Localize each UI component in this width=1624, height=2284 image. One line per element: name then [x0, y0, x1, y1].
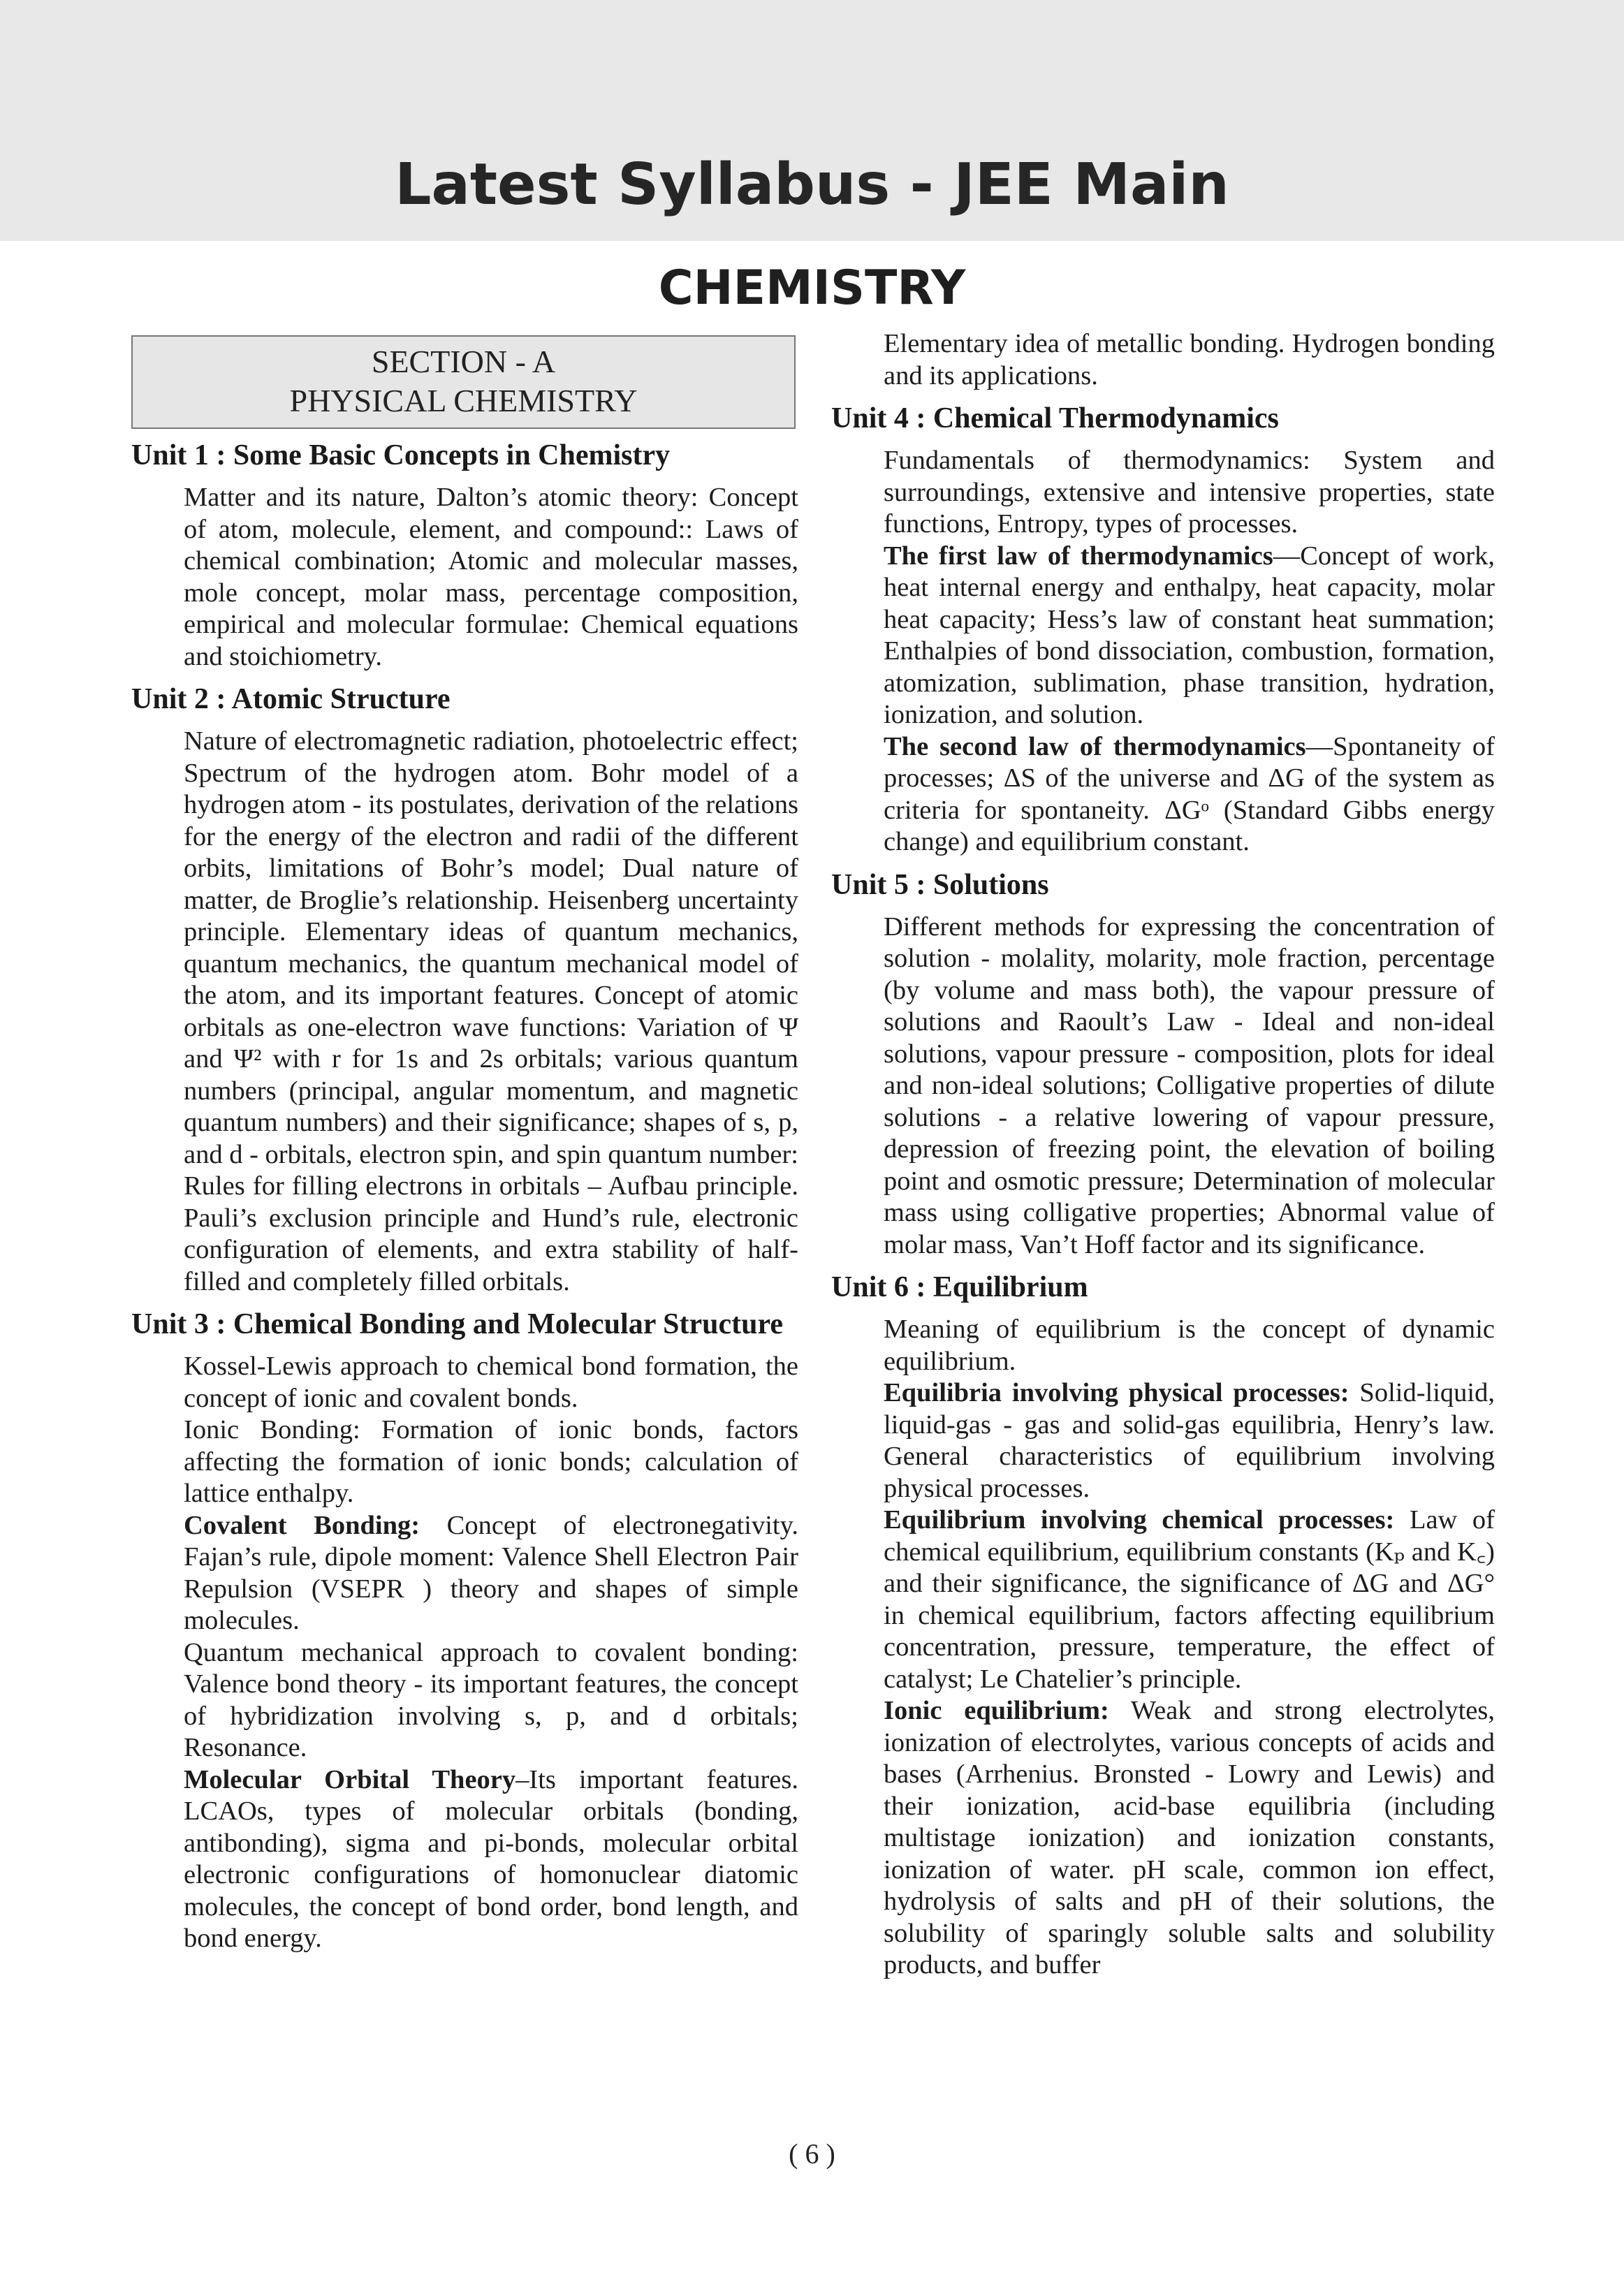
physical-equilibria-label: Equilibria involving physical processes: [884, 1378, 1349, 1407]
page-number: ( 6 ) [789, 2138, 835, 2169]
section-name: PHYSICAL CHEMISTRY [289, 383, 638, 418]
unit-2-heading: Unit 2 : Atomic Structure [131, 683, 451, 715]
unit-4-para-1: Fundamentals of thermodynamics: System and surroundings, extensive and intensive properties, state functions, Entropy, types of processes. [884, 446, 1495, 539]
mo-theory-label: Molecular Orbital Theory [184, 1764, 516, 1794]
unit-6-para-3 [831, 1505, 1495, 1695]
unit-4-para-2 [831, 541, 1495, 731]
unit-3-para-4: Quantum mechanical approach to covalent bonding: Valence bond theory - its important features, the concept of hybridization involving s, p, and d orbitals; Resonance. [184, 1637, 798, 1762]
physical-equilibria-text: Solid-liquid, liquid-gas - gas and solid-gas equilibria, Henry’s law. General characteristics of equilibrium involving physical processes. [884, 1378, 1495, 1503]
mo-theory-text: –Its important features. LCAOs, types of molecular orbitals (bonding, antibonding), sigma and pi-bonds, molecular orbital electronic configurations of homonuclear diatomic molecules, the concept of bond order, bond length, and bond energy. [184, 1764, 798, 1953]
unit-4-heading: Unit 4 : Chemical Thermodynamics [831, 402, 1279, 434]
section-heading-box [131, 335, 796, 429]
unit-6-heading: Unit 6 : Equilibrium [831, 1271, 1088, 1303]
first-law-text: —Concept of work, heat internal energy and enthalpy, heat capacity, molar heat capacity; Hess’s law of constant heat summation; Enthalpies of bond dissociation, combustion, formation, atomization, sublimation, phase transition, hydration, ionization, and solution. [884, 541, 1495, 729]
left-column [131, 328, 798, 1955]
covalent-bonding-label: Covalent Bonding: [184, 1510, 420, 1540]
ionic-equilibrium-text: Weak and strong electrolytes, ionization of electrolytes, various concepts of acids and bases (Arrhenius. Bronsted - Lowry and Lewis) and their ionization, acid-base equilibria (including multistage ionization) and ionization constants, ionization of water. pH scale, common ion effect, hydrolysis of salts and pH of their solutions, the solubility of sparingly soluble salts and solubility products, and buffer [884, 1696, 1495, 1979]
second-law-label: The second law of thermodynamics [884, 731, 1306, 761]
unit-6-para-4 [831, 1695, 1495, 1982]
covalent-bonding-text: Concept of electronegativity. Fajan’s rule, dipole moment: Valence Shell Electron Pair Repulsion (VSEPR ) theory and shapes of simple molecules. [184, 1510, 798, 1635]
first-law-label: The first law of thermodynamics [884, 541, 1273, 571]
unit-6-para-2 [831, 1377, 1495, 1505]
chemical-equilibria-text: Law of chemical equilibrium, equilibrium constants (Kₚ and K꜀) and their significance, the significance of ΔG and ΔG° in chemical equilibrium, factors affecting equilibrium concentration, pressure, temperature, the effect of catalyst; Le Chatelier’s principle. [884, 1505, 1495, 1694]
unit-4-para-3 [831, 731, 1495, 858]
right-column [831, 328, 1495, 1982]
second-law-text: —Spontaneity of processes; ΔS of the universe and ΔG of the system as criteria for spontaneity. ΔGᵒ (Standard Gibbs energy change) and equilibrium constant. [884, 731, 1495, 856]
unit-1-heading: Unit 1 : Some Basic Concepts in Chemistry [131, 439, 671, 471]
section-label: SECTION - A [371, 344, 556, 379]
ionic-equilibrium-label: Ionic equilibrium: [884, 1696, 1109, 1725]
unit-5-text: Different methods for expressing the concentration of solution - molality, molarity, mole fraction, percentage (by volume and mass both), the vapour pressure of solutions and Raoult’s Law - Ideal and non-ideal solutions, vapour pressure - composition, plots for ideal and non-ideal solutions; Colligative properties of dilute solutions - a relative lowering of vapour pressure, depression of freezing point, the elevation of boiling point and osmotic pressure; Determination of molecular mass using colligative properties; Abnormal value of molar mass, Van’t Hoff factor and its significance. [884, 912, 1495, 1259]
subject-title: CHEMISTRY [658, 261, 966, 316]
unit-3-para-2: Ionic Bonding: Formation of ionic bonds, factors affecting the formation of ionic bonds; calculation of lattice enthalpy. [184, 1415, 798, 1508]
unit-3-para-3 [131, 1510, 798, 1637]
unit-3-heading: Unit 3 : Chemical Bonding and Molecular Structure [131, 1308, 783, 1340]
chemical-equilibria-label: Equilibrium involving chemical processes: [884, 1505, 1395, 1535]
unit-6-para-1: Meaning of equilibrium is the concept of dynamic equilibrium. [884, 1315, 1495, 1376]
unit-1-text: Matter and its nature, Dalton’s atomic theory: Concept of atom, molecule, element, and compound:: Laws of chemical combination; Atomic and molecular masses, mole concept, molar mass, percentage composition, empirical and molecular formulae: Chemical equations and stoichiometry. [184, 483, 798, 671]
unit-3-para-1: Kossel-Lewis approach to chemical bond formation, the concept of ionic and covalent bonds. [184, 1352, 798, 1413]
page-title: Latest Syllabus - JEE Main [395, 152, 1229, 218]
unit-3-continuation: Elementary idea of metallic bonding. Hydrogen bonding and its applications. [884, 329, 1495, 390]
unit-3-para-5 [131, 1764, 798, 1955]
unit-5-heading: Unit 5 : Solutions [831, 868, 1049, 901]
unit-2-text: Nature of electromagnetic radiation, photoelectric effect; Spectrum of the hydrogen atom. Bohr model of a hydrogen atom - its postulates, derivation of the relations for the energy of the electron and radii of the different orbits, limitations of Bohr’s model; Dual nature of matter, de Broglie’s relationship. Heisenberg uncertainty principle. Elementary ideas of quantum mechanics, quantum mechanics, the quantum mechanical model of the atom, and its important features. Concept of atomic orbitals as one-electron wave functions: Variation of Ψ and Ψ² with r for 1s and 2s orbitals; various quantum numbers (principal, angular momentum, and magnetic quantum numbers) and their significance; shapes of s, p, and d - orbitals, electron spin, and spin quantum number: Rules for filling electrons in orbitals – Aufbau principle. Pauli’s exclusion principle and Hund’s rule, electronic configuration of elements, and extra stability of half-filled and completely filled orbitals. [184, 726, 798, 1296]
